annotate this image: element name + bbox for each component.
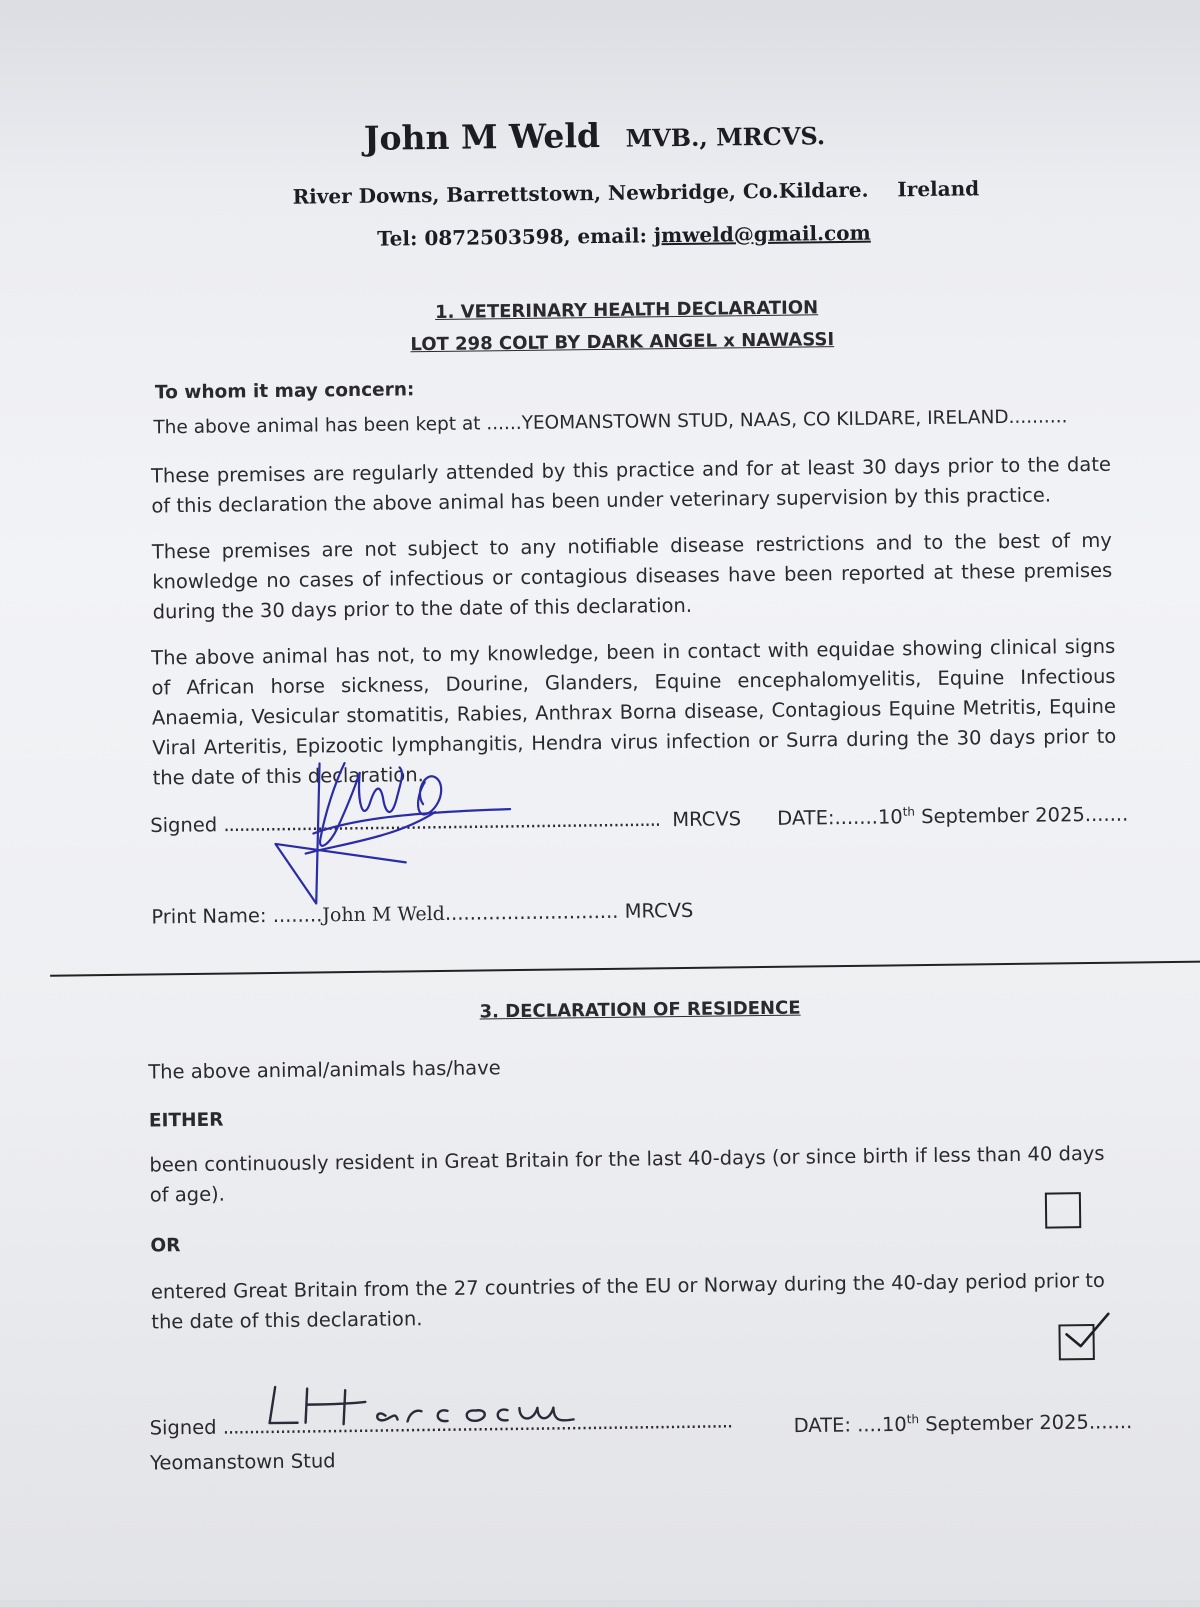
supervision-paragraph: These premises are regularly attended by this practice and for at least 30 days prior to the date of this declaration the above animal has been under veterinary supervision by this practice. xyxy=(150,452,1112,518)
section3-title xyxy=(479,998,800,1023)
disease-restrictions-paragraph: These premises are not subject to any notifiable disease restrictions and to the best of my knowledge no cases of infectious or contagious diseases have been reported at these premises during the 30 days prior to the date of this declaration. xyxy=(151,528,1113,624)
option-entered-text: entered Great Britain from the 27 countries of the EU or Norway during the 40-day period prior to the date of this declaration. xyxy=(150,1268,1106,1334)
section1-title: 1. VETERINARY HEALTH DECLARATION xyxy=(434,297,819,323)
stud-signed-dots: .................................................................................................. xyxy=(222,1409,733,1439)
option-resident-checkbox[interactable] xyxy=(1045,1192,1081,1228)
vet-signed-label: Signed xyxy=(150,813,218,837)
letterhead-address-line xyxy=(292,176,979,208)
kept-at-statement: The above animal has been kept at ......YEOMANSTOWN STUD, NAAS, CO KILDARE, IRELAND.......... xyxy=(153,406,1068,439)
letterhead-country: Ireland xyxy=(897,176,980,202)
print-name-label: Print Name: ........ xyxy=(151,903,323,929)
print-name-mrcvs: MRCVS xyxy=(624,898,694,923)
option-resident-text: been continuously resident in Great Britain for the last 40-days (or since birth if less than 40 days of age). xyxy=(149,1141,1105,1207)
stud-signed-label: Signed xyxy=(149,1415,217,1440)
letterhead-address: River Downs, Barrettstown, Newbridge, Co.Kildare. xyxy=(292,177,869,209)
or-label: OR xyxy=(150,1235,181,1257)
contact-equidae-paragraph: The above animal has not, to my knowledge, been in contact with equidae showing clinical signs of African horse sickness, Dourine, Glanders, Equine encephalomyelitis, Equine Infectious Anaemia, Vesicular stomatitis, Rabies, Anthrax Borna disease, Contagious Equine Metritis, Equine Viral Arteritis, Epizootic lymphangitis, Hendra virus infection or Surra during the 30 days prior to the date of this declaration. xyxy=(151,634,1117,790)
stud-signatory: Yeomanstown Stud xyxy=(149,1449,336,1475)
vet-signed-dots: .................................................................................... xyxy=(223,807,661,837)
print-name-value: John M Weld xyxy=(322,902,445,927)
option-entered-checkbox[interactable] xyxy=(1058,1324,1094,1360)
section1-lot: LOT 298 COLT BY DARK ANGEL x NAWASSI xyxy=(410,329,835,356)
stud-signature xyxy=(257,1375,598,1439)
print-name-dots: ............................ xyxy=(444,899,619,925)
contact-phone: Tel: 0872503598, email: xyxy=(376,223,654,251)
letterhead-contact xyxy=(377,221,871,251)
contact-email: jmweld@gmail.com xyxy=(653,220,871,248)
stud-signed-date: DATE: ....10th September 2025....... xyxy=(793,1410,1133,1438)
either-label: EITHER xyxy=(148,1109,224,1132)
vet-name: John M Weld xyxy=(363,115,601,158)
checkmark-icon xyxy=(1064,1312,1112,1353)
vet-signed-mrcvs: MRCVS xyxy=(672,806,742,831)
vet-signature xyxy=(264,741,506,927)
letterhead-title xyxy=(364,113,826,158)
vet-signed-date: DATE:.......10th September 2025....... xyxy=(777,802,1129,830)
section3-number: 3. xyxy=(479,1001,500,1023)
vet-qualifications: MVB., MRCVS. xyxy=(625,121,826,153)
section3-title-text: DECLARATION OF RESIDENCE xyxy=(505,997,801,1023)
residence-intro: The above animal/animals has/have xyxy=(148,1056,501,1084)
salutation: To whom it may concern: xyxy=(154,379,415,404)
section-divider xyxy=(50,961,1200,977)
